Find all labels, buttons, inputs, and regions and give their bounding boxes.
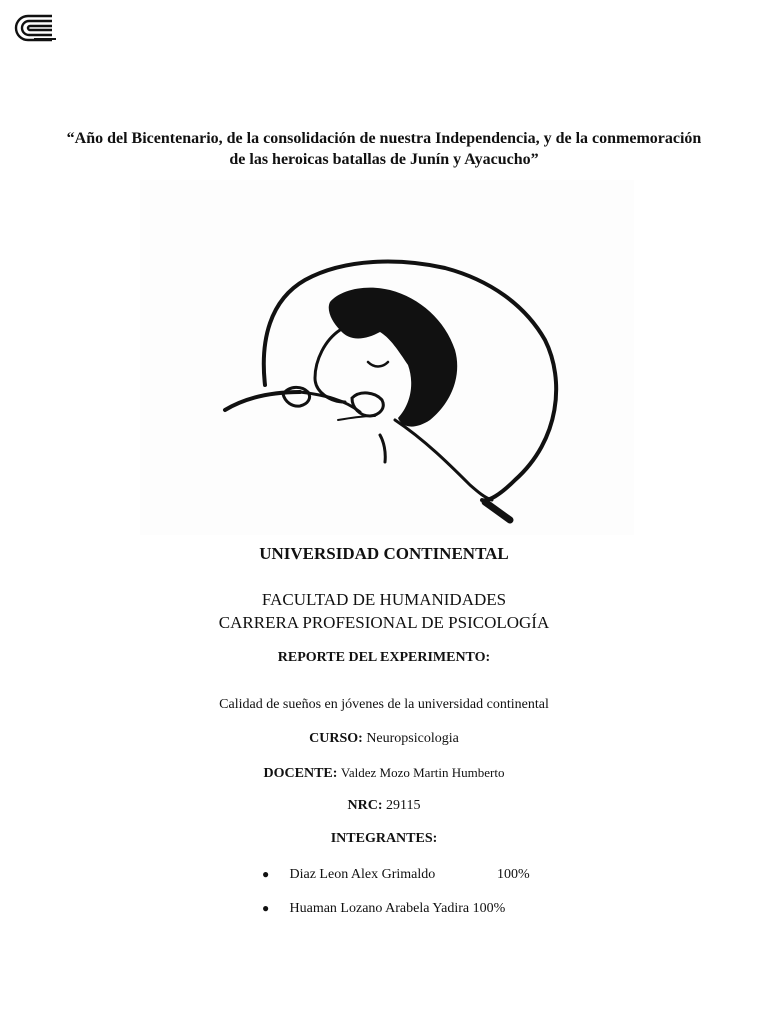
member-name: Huaman Lozano Arabela Yadira	[289, 901, 470, 916]
university-logo-icon	[14, 12, 58, 44]
report-title: REPORTE DEL EXPERIMENTO:	[277, 650, 491, 665]
list-item	[262, 900, 530, 934]
list-item	[262, 866, 530, 900]
faculty-name: FACULTAD DE HUMANIDADES	[261, 590, 507, 609]
bullet-icon: ●	[262, 901, 270, 915]
career-name: CARRERA PROFESIONAL DE PSICOLOGÍA	[218, 613, 550, 632]
course-label: CURSO:	[309, 731, 363, 746]
report-topic: Calidad de sueños en jóvenes de la universidad continental	[219, 697, 549, 712]
teacher-value: Valdez Mozo Martin Humberto	[340, 765, 505, 780]
member-name: Diaz Leon Alex Grimaldo	[289, 867, 436, 882]
members-title: INTEGRANTES:	[330, 831, 438, 846]
nrc-line	[0, 798, 768, 814]
course-line	[0, 731, 768, 747]
sleeping-child-illustration	[140, 180, 634, 535]
teacher-line	[0, 765, 768, 782]
nrc-label: NRC:	[347, 798, 383, 813]
course-value: Neuropsicologia	[366, 731, 459, 746]
bullet-icon: ●	[262, 867, 270, 881]
member-percent: 100%	[497, 867, 530, 882]
motto-heading: “Año del Bicentenario, de la consolidación de nuestra Independencia, y de la conmemoración de las heroicas batallas de Junín y Ayacucho”	[66, 130, 702, 168]
members-list	[262, 866, 530, 934]
university-name: UNIVERSIDAD CONTINENTAL	[259, 544, 509, 563]
member-percent: 100%	[472, 901, 506, 916]
teacher-label: DOCENTE:	[263, 766, 338, 781]
nrc-value: 29115	[386, 798, 421, 813]
